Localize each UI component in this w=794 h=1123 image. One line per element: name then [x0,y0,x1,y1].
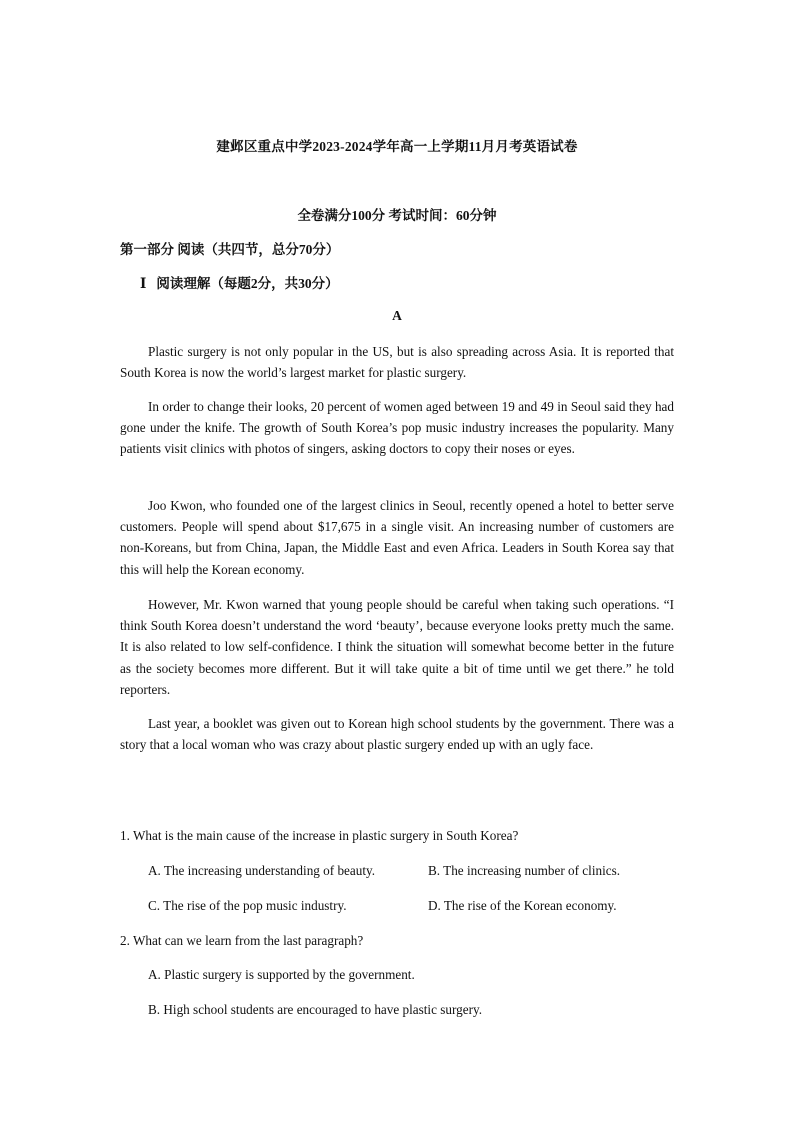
question-option: D. The rise of the Korean economy. [428,898,617,913]
passage-letter: A [392,308,402,323]
question-option: C. The rise of the pop music industry. [148,898,347,913]
question-option: B. High school students are encouraged to have plastic surgery. [148,1002,482,1017]
passage-paragraph: Joo Kwon, who founded one of the largest clinics in Seoul, recently opened a hotel to better serve customers. People will spend about $17,675 in a single visit. An increasing number of customers are non-Koreans, but from China, Japan, the Middle East and even Africa. Leaders in South Korea say that this will help the Korean economy. [120,498,674,577]
section-heading [140,272,339,292]
passage-paragraph: Plastic surgery is not only popular in the US, but is also spreading across Asia. It is reported that South Korea is now the world’s largest market for plastic surgery. [120,344,674,381]
question-option: A. The increasing understanding of beauty. [148,863,376,878]
exam-meta: 全卷满分100分 考试时间：60分钟 [297,208,497,223]
question-option: A. Plastic surgery is supported by the government. [148,967,415,982]
passage-paragraph: Last year, a booklet was given out to Korean high school students by the government. There was a story that a local woman who was crazy about plastic surgery ended up with an ugly face. [120,716,674,753]
passage-paragraph: However, Mr. Kwon warned that young people should be careful when taking such operations. “I think South Korea doesn’t understand the word ‘beauty’, because everyone looks pretty much the same. It is also related to low self-confidence. I think the situation will somewhat become better in the future as the society becomes more different. But it will take quite a bit of time until we get there.” he told reporters. [120,597,674,697]
question-stem: 1. What is the main cause of the increase in plastic surgery in South Korea? [120,828,519,843]
question-option: B. The increasing number of clinics. [428,863,621,878]
passage-paragraph: In order to change their looks, 20 percent of women aged between 19 and 49 in Seoul said they had gone under the knife. The growth of South Korea’s pop music industry increases the popularity. Many patients visit clinics with photos of singers, asking doctors to copy their noses or eyes. [120,399,674,457]
question-stem: 2. What can we learn from the last paragraph? [120,933,364,948]
part-heading: 第一部分 阅读（共四节，总分70分） [120,242,340,257]
exam-title: 建邺区重点中学2023-2024学年高一上学期11月月考英语试卷 [216,139,578,154]
section-number: Ⅰ [140,276,147,291]
section-label: 阅读理解（每题2分，共30分） [156,276,339,291]
